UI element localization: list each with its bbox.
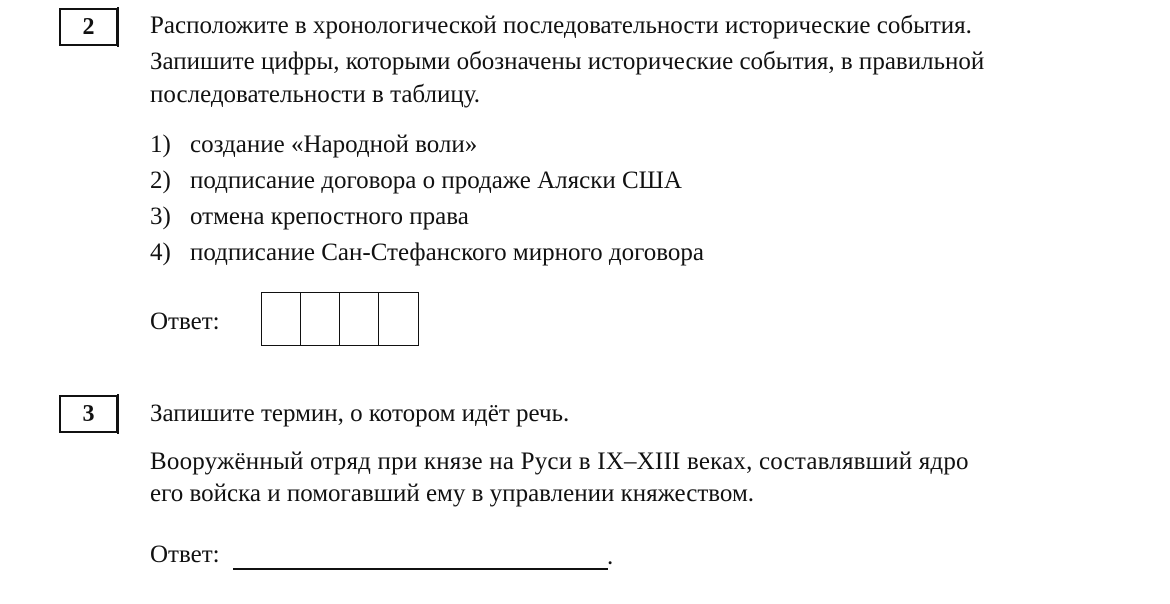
- item-text: подписание Сан-Стефанского мирного договора: [190, 239, 704, 266]
- events-list: [150, 127, 704, 271]
- task-prompt: Запишите термин, о котором идёт речь.: [150, 400, 570, 427]
- answer-cell[interactable]: [262, 293, 301, 345]
- item-text: подписание договора о продаже Аляски США: [190, 167, 682, 194]
- item-text: создание «Народной воли»: [190, 131, 478, 158]
- divider-line: [117, 394, 119, 434]
- item-number: 1): [150, 131, 171, 158]
- answer-line-field[interactable]: [233, 568, 608, 570]
- task-description-line: Вооружённый отряд при князе на Руси в IX–XIII веках, составлявший ядро: [150, 448, 969, 475]
- task-instruction-line: Запишите цифры, которыми обозначены исторические события, в правильной: [150, 48, 985, 75]
- answer-cell[interactable]: [379, 293, 418, 345]
- answer-label: Ответ:: [150, 308, 220, 335]
- task-description-line: его войска и помогавший ему в управлении княжеством.: [150, 480, 755, 507]
- answer-cell[interactable]: [340, 293, 379, 345]
- answer-cell[interactable]: [301, 293, 340, 345]
- task-number-box: [59, 395, 118, 433]
- list-item: [150, 235, 704, 271]
- item-number: 3): [150, 203, 171, 230]
- task-instruction-line: Расположите в хронологической последовательности исторические события.: [150, 12, 972, 39]
- item-text: отмена крепостного права: [190, 203, 469, 230]
- task-number: 2: [82, 13, 95, 40]
- list-item: [150, 199, 704, 235]
- answer-table: [261, 292, 419, 346]
- task-number: 3: [82, 400, 95, 427]
- list-item: [150, 163, 704, 199]
- answer-label: Ответ:: [150, 541, 220, 568]
- divider-line: [117, 7, 119, 47]
- answer-end-period: .: [607, 543, 614, 570]
- item-number: 4): [150, 239, 171, 266]
- item-number: 2): [150, 167, 171, 194]
- list-item: [150, 127, 704, 163]
- task-number-box: [59, 8, 118, 46]
- task-instruction-line: последовательности в таблицу.: [150, 81, 480, 108]
